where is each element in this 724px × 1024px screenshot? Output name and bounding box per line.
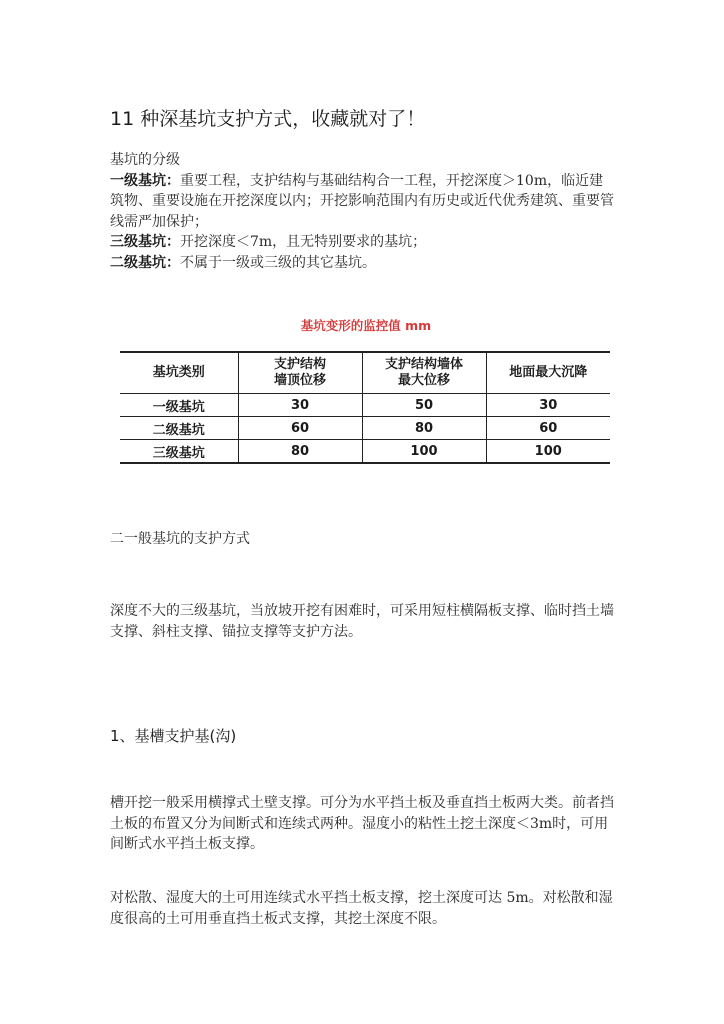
trench-paragraph-1: 槽开挖一般采用横撑式土壁支撑。可分为水平挡土板及垂直挡土板两大类。前者挡土板的布置又分为间断式和连续式两种。湿度小的粘性土挖土深度＜3m时，可用间断式水平挡土板支撑。: [110, 795, 614, 852]
header-category: 基坑类别: [152, 365, 205, 380]
trench-paragraph-2: 对松散、湿度大的土可用连续式水平挡土板支撑，挖土深度可达 5m。对松散和湿度很高的土可用垂直挡土板式支撑，其挖土深度不限。: [110, 890, 613, 927]
general-support-heading: 二一般基坑的支护方式: [110, 531, 250, 547]
table-cell: 100: [362, 440, 486, 464]
grading-heading: 基坑的分级: [110, 152, 180, 168]
table-cell: 30: [486, 394, 610, 417]
table-row: [120, 394, 610, 417]
table-cell: 80: [238, 440, 362, 464]
table-title: 基坑变形的监控值 mm: [300, 318, 432, 333]
table-cell: 60: [238, 417, 362, 440]
grading-text-3: 开挖深度＜7m，且无特别要求的基坑；: [180, 234, 427, 250]
grading-label-3: 三级基坑：: [110, 234, 180, 250]
grading-label-2: 二级基坑：: [110, 254, 180, 271]
grading-text-1: 重要工程，支护结构与基础结构合一工程，开挖深度＞10m，临近建筑物、重要设施在开挖深度以内；开挖影响范围内有历史或近代优秀建筑、重要管线需严加保护；: [110, 172, 614, 230]
table-cell: 30: [238, 394, 362, 417]
grading-item-3: [110, 232, 615, 253]
table-cell: 100: [486, 440, 610, 464]
monitoring-table: [120, 351, 610, 464]
table-cell: 一级基坑: [152, 399, 205, 415]
header-ground-settlement: 地面最大沉降: [486, 352, 610, 394]
grading-section: [110, 150, 615, 273]
trench-heading: 1、基槽支护基(沟): [110, 727, 237, 745]
grading-item-2: [110, 253, 615, 274]
table-cell: 60: [486, 417, 610, 440]
shallow-pit-paragraph: 深度不大的三级基坑，当放坡开挖有困难时，可采用短柱横隔板支撑、临时挡土墙支撑、斜柱支撑、锚拉支撑等支护方法。: [110, 603, 614, 640]
grading-text-2: 不属于一级或三级的其它基坑。: [180, 254, 376, 271]
table-cell: 三级基坑: [152, 445, 205, 461]
monitoring-table-figure: [120, 316, 612, 464]
grading-item-1: [110, 171, 615, 233]
grading-label-1: 一级基坑：: [110, 172, 180, 189]
table-cell: 80: [362, 417, 486, 440]
page-title: 11 种深基坑支护方式，收藏就对了！: [110, 108, 426, 130]
table-header-row: [120, 352, 610, 394]
header-wall-max-displacement: 支护结构墙体 最大位移: [362, 352, 486, 394]
header-wall-top-displacement: 支护结构 墙顶位移: [238, 352, 362, 394]
table-cell: 50: [362, 394, 486, 417]
table-row: [120, 440, 610, 464]
table-cell: 二级基坑: [152, 422, 205, 438]
table-row: [120, 417, 610, 440]
